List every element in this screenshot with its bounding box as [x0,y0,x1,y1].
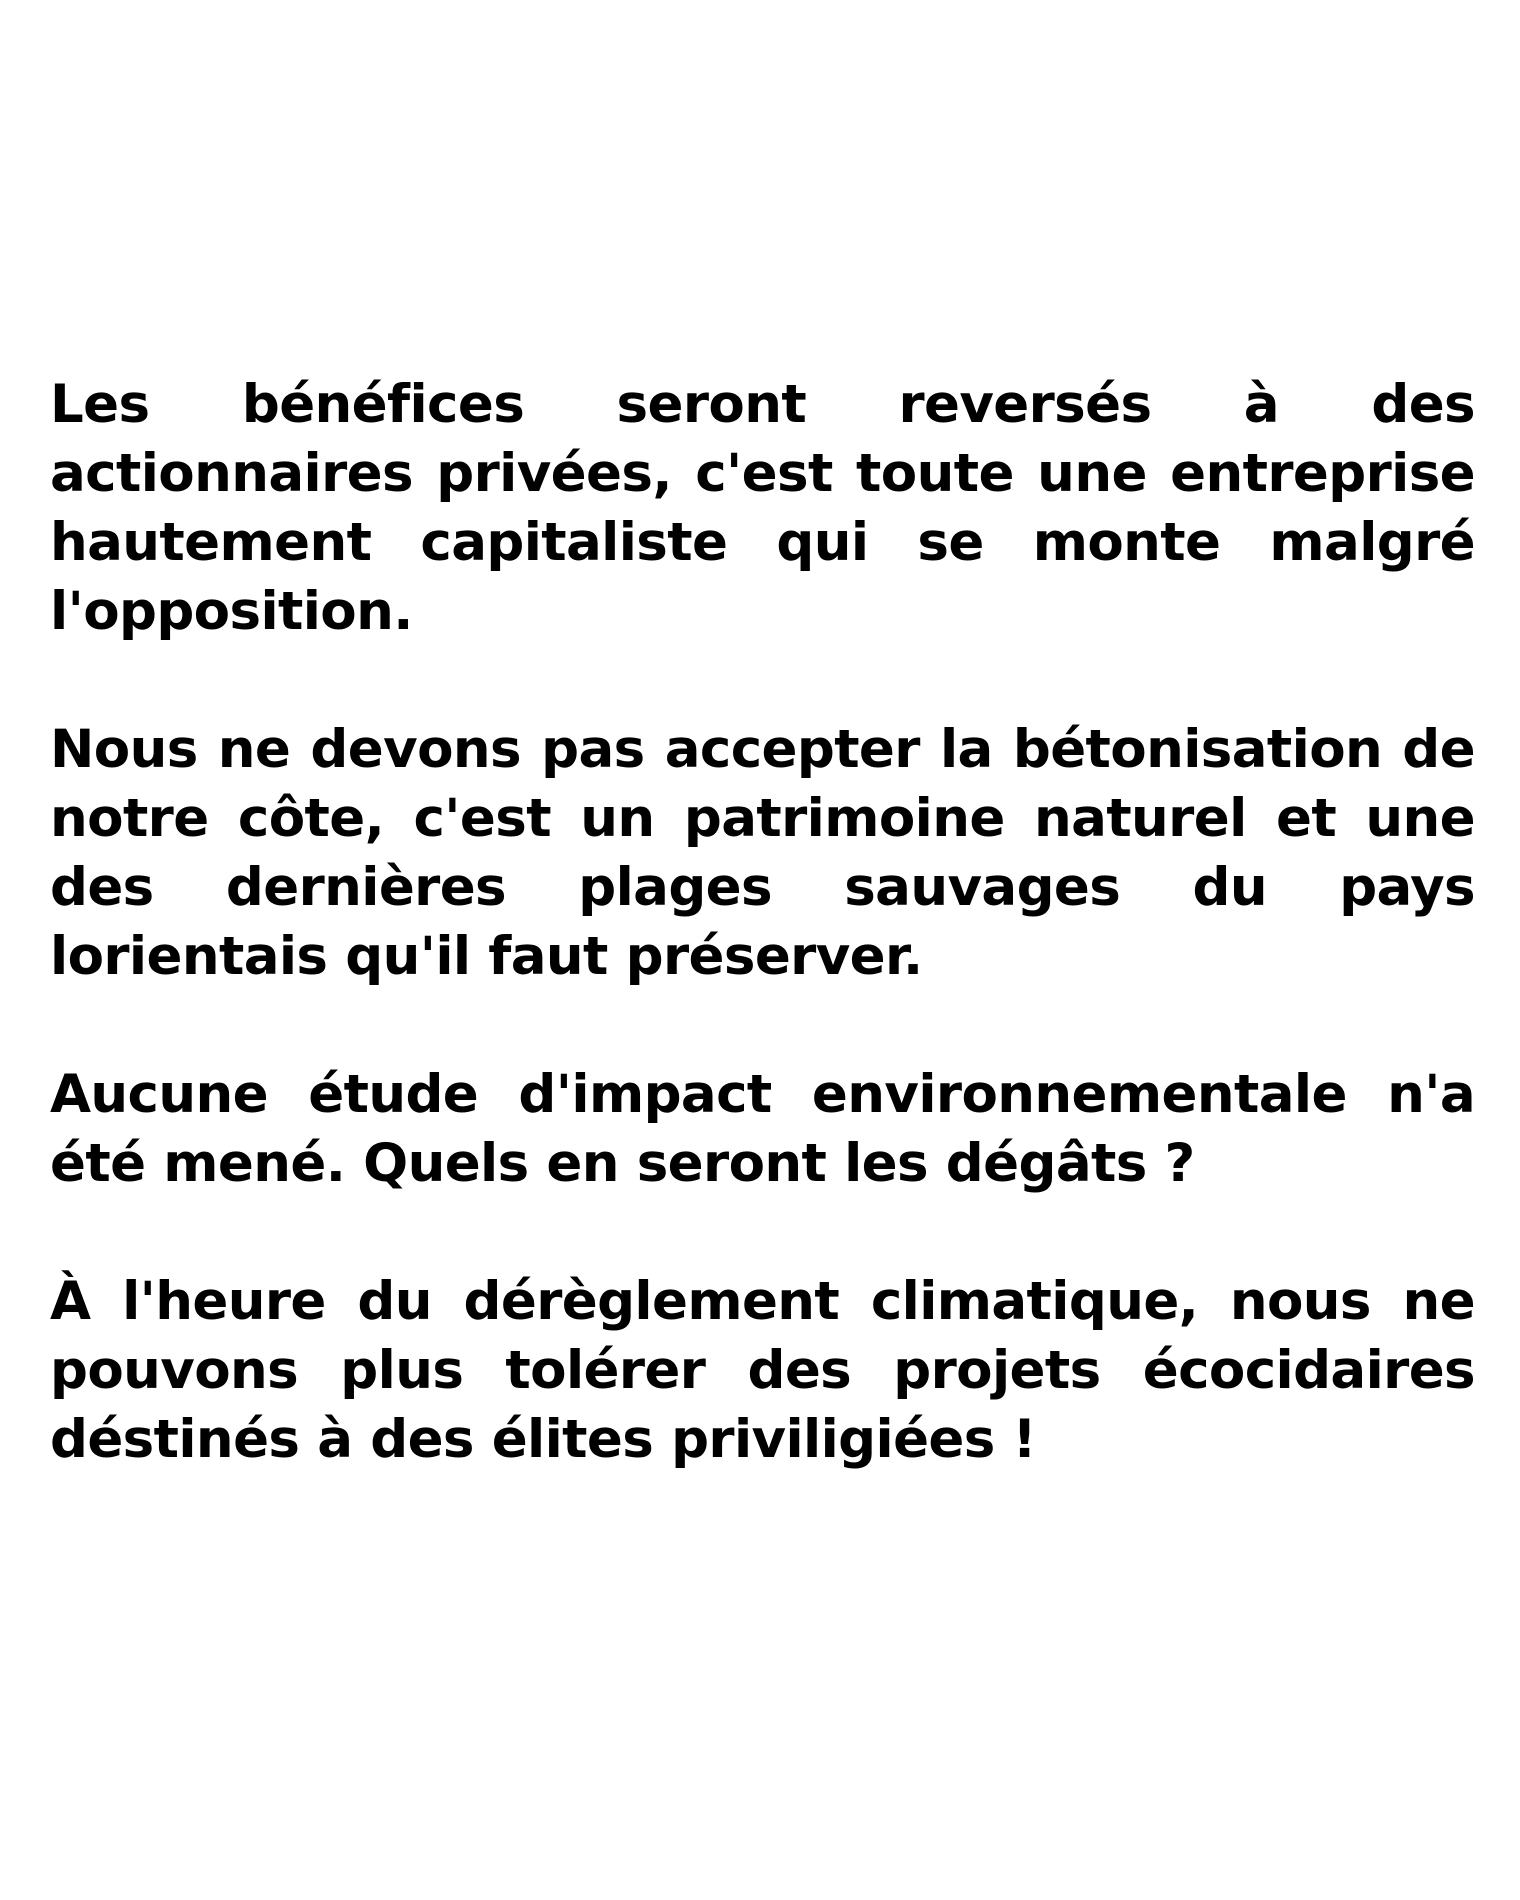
text-block [50,370,1475,1474]
paragraph-impact-study: Aucune étude d'impact environnementale n'a été mené. Quels en seront les dégâts ? [50,1064,1475,1194]
paragraph-coast: Nous ne devons pas accepter la bétonisation de notre côte, c'est un patrimoine naturel et une des dernières plages sauvages du pays lorientais qu'il faut préserver. [50,719,1475,987]
paragraph-profits: Les bénéfices seront reversés à des actionnaires privées, c'est toute une entreprise hautement capitaliste qui se monte malgré l'opposition. [50,374,1475,642]
paragraph-climate: À l'heure du dérèglement climatique, nous ne pouvons plus tolérer des projets écocidaires déstinés à des élites priviligiées ! [50,1271,1475,1470]
